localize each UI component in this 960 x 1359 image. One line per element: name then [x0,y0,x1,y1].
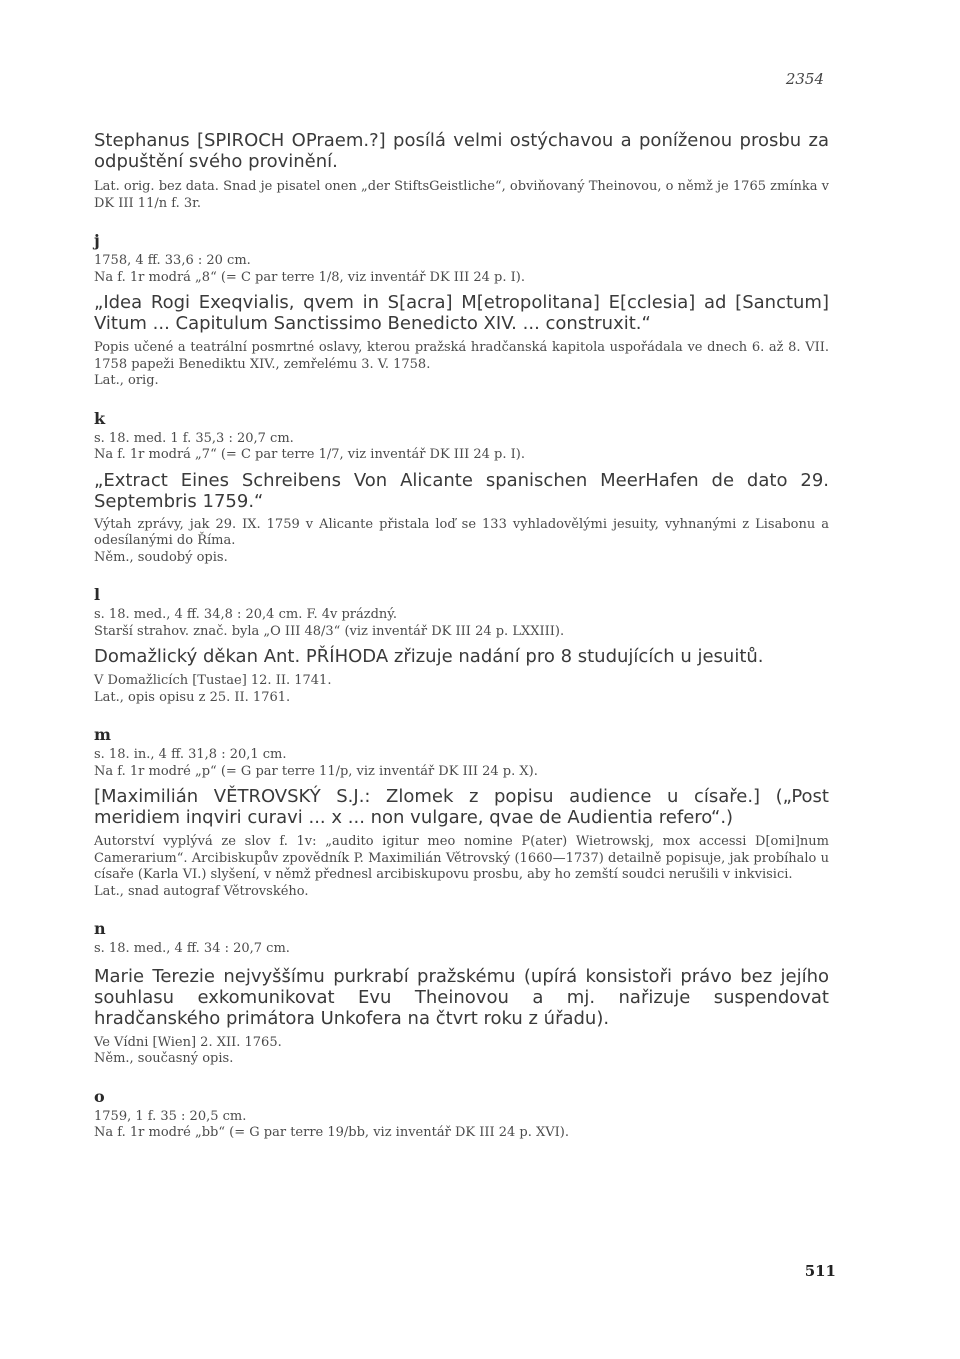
entry-inventory-note: Starší strahov. znač. byla „O III 48/3“ (viz inventář DK III 24 p. LXXIII). [94,623,565,639]
entry-date-place: V Domažlicích [Tustae] 12. II. 1741. [94,673,332,688]
entry-title: „Extract Eines Schreibens Von Alicante spanischen MeerHafen de dato 29. Septembris 1759.“ [94,469,829,512]
entry-l [94,586,829,706]
entry-physical-description: s. 18. med., 4 ff. 34,8 : 20,4 cm. F. 4v prázdný. [94,607,398,622]
entry-description: Popis učené a teatrální posmrtné oslavy, kterou pražská hradčanská kapitola uspořádala ve dnech 6. až 8. VII. 1758 papeži Benediktu XIV., zemřelému 3. V. 1758. [94,340,829,372]
entry-j [94,232,829,390]
entry-inventory-note: Na f. 1r modrá „7“ (= C par terre 1/7, viz inventář DK III 24 p. I). [94,447,525,462]
page-code: 2354 [785,70,824,88]
entry-m [94,726,829,900]
entry-title: „Idea Rogi Exeqvialis, qvem in S[acra] M[etropolitana] E[cclesia] ad [Sanctum] Vitum ... Capitulum Sanctissimo Benedicto XIV. ... construxit.“ [94,292,829,334]
entry-k [94,410,829,567]
entry-letter: o [94,1086,105,1106]
entry-date-place: Ve Vídni [Wien] 2. XII. 1765. [94,1034,282,1050]
entry-description: Autorství vyplývá ze slov f. 1v: „audito igitur meo nomine P(ater) Wietrowskj, mox accessi D[omi]num Camerarium“. Arcibiskupův zpovědník P. Maximilián Větrovský (1660—1737) detailně popisuje, jak probíhalo u císaře (Karla VI.) slyšení, v němž přednesl arcibiskupovu prosbu, aby ho zemští soudci nerušili v inkvisici. [94,834,829,882]
entry-physical-description: 1759, 1 f. 35 : 20,5 cm. [94,1108,247,1124]
entry-letter: l [94,585,101,604]
entry-title: Marie Terezie nejvyššímu purkrabí pražskému (upírá konsistoři právo bez jejího souhlasu exkomunikovat Evu Theinovou a mj. nařizuje suspendovat hradčanského primátora Unkofera na čtvrt roku z úřadu). [94,965,829,1029]
entry-physical-description: 1758, 4 ff. 33,6 : 20 cm. [94,253,251,268]
entry-physical-description: s. 18. in., 4 ff. 31,8 : 20,1 cm. [94,747,287,762]
entry-inventory-note: Na f. 1r modrá „8“ (= C par terre 1/8, viz inventář DK III 24 p. I). [94,269,525,285]
entry-description: Lat. orig. bez data. Snad je pisatel onen „der StiftsGeistliche“, obviňovaný Theinovou, o němž je 1765 zmínka v DK III 11/n f. 3r. [94,179,829,211]
entry-language-note: Lat., snad autograf Větrovského. [94,883,309,899]
document-body [94,130,829,1142]
entry-continuation [94,130,829,212]
entry-inventory-note: Na f. 1r modré „p“ (= G par terre 11/p, viz inventář DK III 24 p. X). [94,763,538,779]
entry-letter: j [94,231,100,250]
entry-language-note: Něm., současný opis. [94,1051,234,1066]
entry-title: Stephanus [SPIROCH OPraem.?] posílá velmi ostýchavou a poníženou prosbu za odpuštění svého provinění. [94,130,829,172]
entry-language-note: Lat., orig. [94,373,159,388]
entry-title: [Maximilián VĚTROVSKÝ S.J.: Zlomek z popisu audience u císaře.] („Post meridiem inqviri curavi ... x ... non vulgare, qvae de Audientia refero“.) [94,786,829,828]
page-number: 511 [804,1262,836,1280]
entry-language-note: Lat., opis opisu z 25. II. 1761. [94,689,291,705]
entry-title: Domažlický děkan Ant. PŘÍHODA zřizuje nadání pro 8 studujících u jesuitů. [94,646,764,667]
entry-inventory-note: Na f. 1r modré „bb“ (= G par terre 19/bb, viz inventář DK III 24 p. XVI). [94,1125,569,1140]
entry-o [94,1088,829,1142]
entry-letter: n [94,919,106,938]
entry-language-note: Něm., soudobý opis. [94,549,228,565]
entry-physical-description: s. 18. med. 1 f. 35,3 : 20,7 cm. [94,430,294,446]
entry-letter: m [94,725,111,744]
entry-letter: k [94,408,106,428]
entry-n [94,920,829,1068]
entry-description: Výtah zprávy, jak 29. IX. 1759 v Alicante přistala loď se 133 vyhladovělými jesuity, vyhnanými z Lisabonu a odesílanými do Říma. [94,516,829,548]
entry-physical-description: s. 18. med., 4 ff. 34 : 20,7 cm. [94,941,290,956]
